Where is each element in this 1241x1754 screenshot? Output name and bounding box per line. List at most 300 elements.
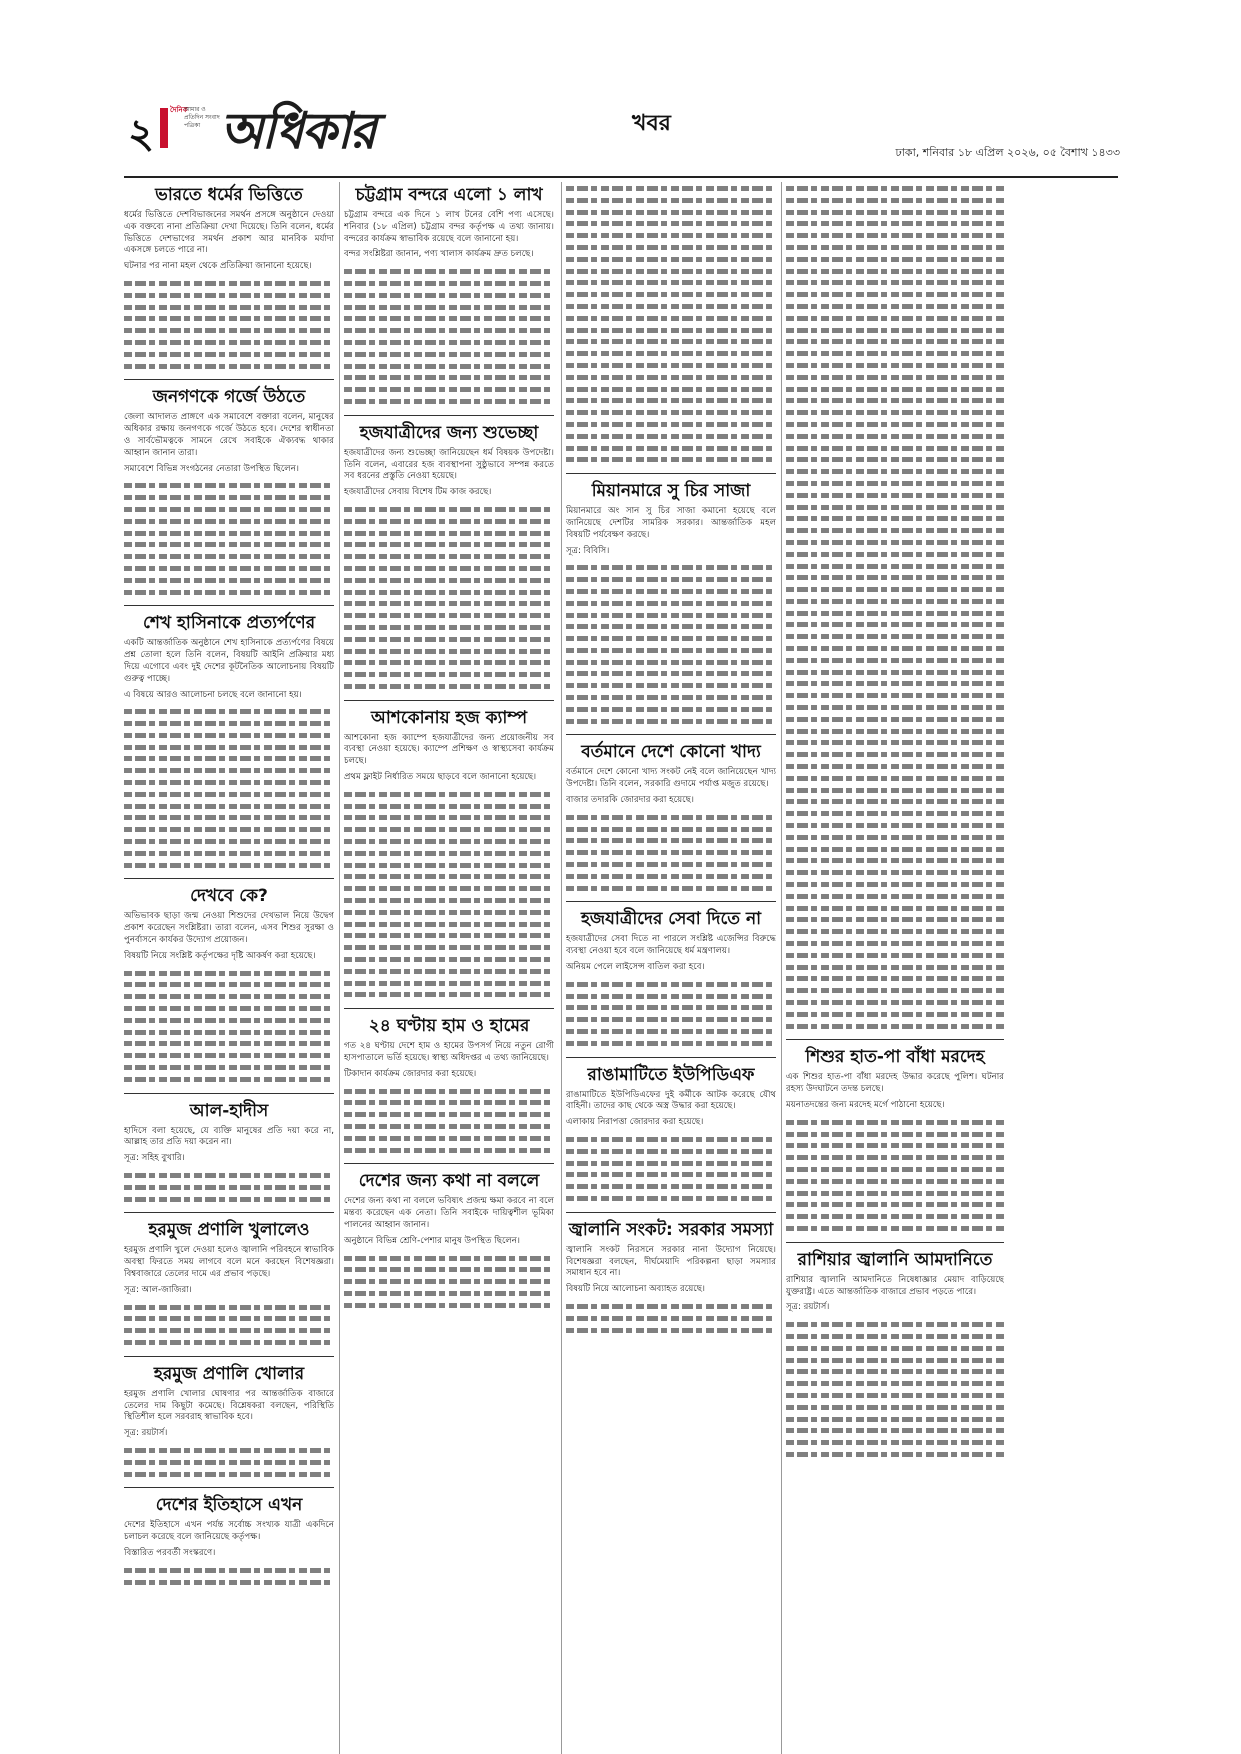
article-text-line — [786, 772, 1004, 784]
article-text-line — [566, 406, 776, 418]
article-text-line — [566, 217, 776, 229]
article-text-line — [124, 859, 334, 871]
article-text-line — [786, 347, 1004, 359]
article-more: হজযাত্রীদের সেবায় বিশেষ টিম কাজ করছে। — [344, 487, 492, 498]
article-text-line — [786, 843, 1004, 855]
article-text-line — [124, 1576, 334, 1588]
article-text-line — [566, 1300, 776, 1312]
article-text-line — [566, 383, 776, 395]
article-more: বিষয়টি নিয়ে সংশ্লিষ্ট কর্তৃপক্ষের দৃষ্টি আকর্ষণ করা হয়েছে। — [124, 950, 316, 961]
article-text-line — [124, 348, 334, 360]
article-text-line — [566, 182, 776, 194]
article-text-line — [344, 668, 554, 680]
article-text-line — [124, 491, 334, 503]
article-text-line — [124, 1049, 334, 1061]
article-more: সূত্র: রয়টার্স। — [124, 1428, 168, 1439]
masthead-accent-bar — [160, 108, 168, 148]
article-text-line — [786, 961, 1004, 973]
article-text-line — [344, 1252, 554, 1264]
article-text-line — [124, 1026, 334, 1038]
article-more: বন্দর সংশ্লিষ্টরা জানান, পণ্য খালাস কার্যক্রম দ্রুত চলছে। — [344, 249, 534, 260]
article — [344, 184, 554, 407]
article-lead: হরমুজ প্রণালি খোলার ঘোষণার পর আন্তর্জাতিক বাজারে তেলের দাম কিছুটা কমেছে। বিশ্লেষকরা বলছেন, পরিস্থিতি স্থিতিশীল হলে সরবরাহ স্বাভাবিক হবে। — [124, 1388, 334, 1423]
article-more: ময়নাতদন্তের জন্য মরদেহ মর্গে পাঠানো হয়েছে। — [786, 1099, 945, 1110]
article-text-line — [786, 442, 1004, 454]
article-headline: মিয়ানমারে সু চির সাজা — [591, 481, 751, 502]
article-text-line — [786, 560, 1004, 572]
article-text-line — [124, 847, 334, 859]
masthead — [124, 92, 1124, 172]
article-text-line — [344, 870, 554, 882]
article-text-line — [344, 538, 554, 550]
article-text-line — [566, 1157, 776, 1169]
article-text-line — [786, 1139, 1004, 1151]
article-text-line — [124, 990, 334, 1002]
article-headline: বর্তমানে দেশে কোনো খাদ্য — [581, 742, 761, 763]
article-text-line — [786, 1436, 1004, 1448]
article-lead: দেশের জন্য কথা না বললে ভবিষ্যৎ প্রজন্ম ক্ষমা করবে না বলে মন্তব্য করেছেন এক নেতা। তিনি সবাইকে দায়িত্বশীল ভূমিকা পালনের আহ্বান জানান। — [344, 1196, 554, 1230]
article-more: এলাকায় নিরাপত্তা জোরদার করা হয়েছে। — [566, 1117, 704, 1128]
article-text-line — [344, 289, 554, 301]
article — [124, 1487, 334, 1587]
article-text-line — [786, 241, 1004, 253]
article — [344, 700, 554, 1001]
article-text-line — [566, 1180, 776, 1192]
article-text-line — [124, 336, 334, 348]
article-text-line — [124, 811, 334, 823]
article — [124, 605, 334, 870]
article-text-line — [786, 1424, 1004, 1436]
article-text-line — [124, 527, 334, 539]
article-text-line — [124, 586, 334, 598]
article-text-line — [566, 644, 776, 656]
article-text-line — [786, 265, 1004, 277]
article-text-line — [786, 276, 1004, 288]
article-text-line — [786, 1377, 1004, 1389]
article-text-line — [786, 1198, 1004, 1210]
article — [344, 1008, 554, 1155]
article-text-line — [786, 300, 1004, 312]
article-text-line — [786, 288, 1004, 300]
article-text-line — [786, 607, 1004, 619]
article-text-line — [344, 360, 554, 372]
article-text-line — [786, 1318, 1004, 1330]
article-text-line — [344, 1263, 554, 1275]
article-lead: ধর্মের ভিত্তিতে দেশবিভাজনের সমর্থন প্রসঙ্গে অনুষ্ঠানে দেওয়া এক বক্তব্যে নানা প্রতিক্রিয়া দেখা দিয়েছে। তিনি বলেন, ধর্মের ভিত্তিতে দেশভাগের সমর্থন প্রকাশ আর মানবিক মর্যাদা একসঙ্গে চলতে পারে না। — [124, 210, 334, 256]
article-text-line — [344, 953, 554, 965]
article-text-line — [344, 859, 554, 871]
article-text-line — [566, 1133, 776, 1145]
article-text-line — [786, 618, 1004, 630]
article-text-line — [124, 562, 334, 574]
article-text-line — [344, 395, 554, 407]
masthead-rule — [124, 176, 1118, 178]
article-lead: হাদিসে বলা হয়েছে, যে ব্যক্তি মানুষের প্রতি দয়া করে না, আল্লাহ তার প্রতি দয়া করেন না। — [124, 1125, 334, 1148]
article-text-line — [344, 1120, 554, 1132]
article-text-line — [786, 642, 1004, 654]
article-text-line — [124, 717, 334, 729]
article-text-line — [566, 229, 776, 241]
article-text-line — [786, 630, 1004, 642]
article-text-line — [124, 1456, 334, 1468]
article-lead: জ্বালানি সংকট নিরসনে সরকার নানা উদ্যোগ নিয়েছে। বিশেষজ্ঞরা বলছেন, দীর্ঘমেয়াদি পরিকল্পনা ছাড়া সমস্যার সমাধান হবে না। — [566, 1244, 776, 1279]
article-text-line — [124, 479, 334, 491]
column-divider — [781, 182, 782, 1754]
article-text-line — [786, 1330, 1004, 1342]
article-text-line — [124, 1073, 334, 1085]
article-text-line — [566, 846, 776, 858]
article — [124, 1212, 334, 1347]
article-text-line — [344, 336, 554, 348]
article-text-line — [566, 632, 776, 644]
article-text-line — [786, 878, 1004, 890]
article-headline: দেশের জন্য কথা না বললে — [358, 1171, 540, 1192]
article-more: ঘটনার পর নানা মহল থেকে প্রতিক্রিয়া জানানো হয়েছে। — [124, 261, 312, 272]
article-text-line — [124, 800, 334, 812]
article-text-line — [566, 858, 776, 870]
article-text-line — [566, 265, 776, 277]
article-more: প্রথম ফ্লাইট নির্ধারিত সময়ে ছাড়বে বলে জানানো হয়েছে। — [344, 772, 537, 783]
article-headline: আল-হাদীস — [189, 1100, 269, 1121]
article-text-line — [566, 1324, 776, 1336]
article-text-line — [786, 217, 1004, 229]
article-text-line — [786, 477, 1004, 489]
newspaper-logo: অধিকার — [220, 101, 375, 160]
article-text-line — [344, 312, 554, 324]
article-text-line — [786, 677, 1004, 689]
article-text-line — [566, 1168, 776, 1180]
article-text-line — [786, 760, 1004, 772]
article-lead: হজযাত্রীদের জন্য শুভেচ্ছা জানিয়েছেন ধর্ম বিষয়ক উপদেষ্টা। তিনি বলেন, এবারের হজ ব্যবস্থাপনা সুষ্ঠুভাবে সম্পন্ন করতে সব ধরনের প্রস্তুতি নেওয়া হয়েছে। — [344, 447, 554, 482]
article-text-line — [344, 265, 554, 277]
article-lead: আশকোনা হজ ক্যাম্পে হজযাত্রীদের জন্য প্রয়োজনীয় সব ব্যবস্থা নেওয়া হয়েছে। ক্যাম্পে প্রশিক্ষণ ও স্বাস্থ্যসেবা কার্যক্রম চলছে। — [344, 732, 554, 767]
article-text-line — [786, 913, 1004, 925]
article-text-line — [786, 489, 1004, 501]
article-text-line — [786, 890, 1004, 902]
article-more: অনুষ্ঠানে বিভিন্ন শ্রেণি-পেশার মানুষ উপস্থিত ছিলেন। — [344, 1235, 521, 1246]
article-text-line — [124, 574, 334, 586]
article-lead: মিয়ানমারে অং সান সু চির সাজা কমানো হয়েছে বলে জানিয়েছে দেশটির সামরিক সরকার। আন্তর্জাতিক মহল বিষয়টি পর্যবেক্ষণ করছে। — [566, 506, 776, 540]
article-text-line — [566, 691, 776, 703]
article-text-line — [786, 748, 1004, 760]
article-lead: বর্তমানে দেশে কোনো খাদ্য সংকট নেই বলে জানিয়েছেন খাদ্য উপদেষ্টা। তিনি বলেন, সরকারি গুদামে পর্যাপ্ত মজুত রয়েছে। — [566, 767, 776, 790]
column-1 — [124, 182, 334, 1754]
article-text-line — [566, 1037, 776, 1049]
article-text-line — [344, 1096, 554, 1108]
article — [344, 415, 554, 692]
article — [124, 878, 334, 1084]
article-text-line — [566, 418, 776, 430]
article-text-line — [124, 1181, 334, 1193]
article-more: সূত্র: রয়টার্স। — [786, 1302, 830, 1313]
article-text-line — [344, 800, 554, 812]
article-text-line — [124, 289, 334, 301]
article-text-line — [124, 764, 334, 776]
article-text-line — [124, 967, 334, 979]
article-text-line — [786, 984, 1004, 996]
article-text-line — [124, 978, 334, 990]
article-text-line — [344, 1299, 554, 1311]
article-text-line — [786, 253, 1004, 265]
article-headline: শিশুর হাত-পা বাঁধা মরদেহ — [805, 1047, 985, 1068]
article-text-line — [786, 1020, 1004, 1032]
article-text-line — [124, 1002, 334, 1014]
article-text-line — [786, 949, 1004, 961]
article-text-line — [566, 1025, 776, 1037]
article — [566, 473, 776, 726]
article-text-line — [344, 788, 554, 800]
article-text-line — [344, 645, 554, 657]
article-text-line — [786, 1448, 1004, 1460]
article — [124, 1356, 334, 1480]
article-text-line — [786, 1008, 1004, 1020]
article — [786, 1039, 1004, 1233]
article-text-line — [344, 1132, 554, 1144]
article-text-line — [786, 1128, 1004, 1140]
article-text-line — [124, 503, 334, 515]
article-text-line — [124, 1037, 334, 1049]
article-text-line — [344, 823, 554, 835]
article-text-line — [566, 870, 776, 882]
article-text-line — [786, 784, 1004, 796]
article-more: অনিয়ম পেলে লাইসেন্স বাতিল করা হবে। — [566, 962, 705, 973]
column-divider — [339, 182, 340, 1754]
article-text-line — [124, 776, 334, 788]
article-text-line — [124, 788, 334, 800]
article-text-line — [344, 918, 554, 930]
article-text-line — [566, 442, 776, 454]
article-text-line — [566, 371, 776, 383]
article-text-line — [786, 1210, 1004, 1222]
article-text-line — [786, 866, 1004, 878]
article-text-line — [344, 680, 554, 692]
article-text-line — [124, 550, 334, 562]
article-headline: ২৪ ঘণ্টায় হাম ও হামের — [368, 1016, 530, 1037]
article-text-line — [124, 1444, 334, 1456]
article-lead: জেলা আদালত প্রাঙ্গণে এক সমাবেশে বক্তারা বলেন, মানুষের অধিকার রক্ষায় জনগণকে গর্জে উঠতে হবে। দেশের স্বাধীনতা ও সার্বভৌমত্বকে সামনে রেখে সবাইকে ঐক্যবদ্ধ থাকার আহ্বান জানান তারা। — [124, 412, 334, 458]
column-2 — [344, 182, 554, 1754]
article-text-line — [786, 713, 1004, 725]
article-text-line — [566, 206, 776, 218]
article-text-line — [566, 597, 776, 609]
article-text-line — [566, 609, 776, 621]
article — [786, 1242, 1004, 1460]
article-lead: অভিভাবক ছাড়া জন্ম নেওয়া শিশুদের দেখভাল নিয়ে উদ্বেগ প্রকাশ করেছেন সংশ্লিষ্টরা। তারা বলেন, এসব শিশুর সুরক্ষা ও পুনর্বাসনে কার্যকর উদ্যোগ প্রয়োজন। — [124, 911, 334, 946]
article-text-line — [566, 324, 776, 336]
article-more: এ বিষয়ে আরও আলোচনা চলছে বলে জানানো হয়। — [124, 689, 302, 700]
article-text-line — [344, 1275, 554, 1287]
article-text-line — [566, 276, 776, 288]
article-text-line — [786, 512, 1004, 524]
article — [566, 901, 776, 1048]
article-more: বিস্তারিত পরবর্তী সংস্করণে। — [124, 1547, 216, 1558]
article-text-line — [344, 835, 554, 847]
article-text-line — [786, 1342, 1004, 1354]
article-text-line — [566, 1013, 776, 1025]
article-text-line — [344, 621, 554, 633]
column-3 — [566, 182, 776, 1754]
article-text-line — [786, 335, 1004, 347]
article-text-line — [124, 1312, 334, 1324]
article — [344, 1163, 554, 1310]
article-text-line — [124, 301, 334, 313]
article-text-line — [786, 182, 1004, 194]
article-text-line — [786, 831, 1004, 843]
article-text-line — [124, 1169, 334, 1181]
article-text-line — [566, 1192, 776, 1204]
article-text-line — [566, 359, 776, 371]
article-text-line — [786, 194, 1004, 206]
article-headline: চট্টগ্রাম বন্দরে এলো ১ লাখ — [355, 185, 543, 205]
article-text-line — [124, 729, 334, 741]
article-text-line — [786, 406, 1004, 418]
article-text-line — [566, 811, 776, 823]
article-text-line — [344, 965, 554, 977]
article-lead: রাশিয়ার জ্বালানি আমদানিতে নিষেধাজ্ঞার মেয়াদ বাড়িয়েছে যুক্তরাষ্ট্র। এতে আন্তর্জাতিক বাজারে প্রভাব পড়তে পারে। — [786, 1274, 1004, 1297]
article-text-line — [566, 834, 776, 846]
article-text-line — [566, 656, 776, 668]
article-text-line — [344, 894, 554, 906]
article-text-line — [786, 1365, 1004, 1377]
article-text-line — [344, 597, 554, 609]
article-headline: দেখবে কে? — [190, 886, 268, 907]
article-text-line — [344, 941, 554, 953]
article-lead: চট্টগ্রাম বন্দরে এক দিনে ১ লাখ টনের বেশি পণ্য এসেছে। শনিবার (১৮ এপ্রিল) চট্টগ্রাম বন্দর কর্তৃপক্ষ এ তথ্য জানায়। বন্দরের কার্যক্রম স্বাভাবিক রয়েছে বলে জানানো হয়। — [344, 210, 554, 244]
article-text-line — [566, 715, 776, 727]
section-title: খবর — [632, 111, 671, 136]
article-text-line — [786, 1354, 1004, 1366]
article-headline: হরমুজ প্রণালি খুলালেও — [148, 1220, 310, 1241]
article — [566, 1057, 776, 1204]
article-text-line — [344, 503, 554, 515]
article-text-line — [344, 383, 554, 395]
article-headline: শেখ হাসিনাকে প্রত্যর্পণের — [142, 613, 316, 634]
article-headline: জ্বালানি সংকট: সরকার সমস্যা — [568, 1219, 774, 1240]
article-text-line — [566, 288, 776, 300]
article-text-line — [786, 501, 1004, 513]
article — [786, 182, 1004, 1031]
article-text-line — [786, 324, 1004, 336]
article-text-line — [344, 988, 554, 1000]
article-text-line — [566, 394, 776, 406]
article-text-line — [344, 906, 554, 918]
article-headline: আশকোনায় হজ ক্যাম্প — [370, 707, 528, 728]
article-headline: জনগণকে গর্জে উঠতে — [152, 387, 306, 408]
article — [124, 379, 334, 597]
article-text-line — [566, 667, 776, 679]
article-text-line — [566, 1001, 776, 1013]
article-text-line — [566, 300, 776, 312]
article-text-line — [124, 515, 334, 527]
article-text-line — [344, 562, 554, 574]
article-text-line — [124, 1193, 334, 1205]
article-more: সমাবেশে বিভিন্ন সংগঠনের নেতারা উপস্থিত ছিলেন। — [124, 463, 299, 474]
article-text-line — [786, 1151, 1004, 1163]
article-text-line — [344, 348, 554, 360]
article-more: টিকাদান কার্যক্রম জোরদার করা হয়েছে। — [344, 1068, 477, 1079]
article-lead: গত ২৪ ঘণ্টায় দেশে হাম ও হামের উপসর্গ নিয়ে নতুন রোগী হাসপাতালে ভর্তি হয়েছে। স্বাস্থ্য অধিদপ্তর এ তথ্য জানিয়েছে। — [344, 1041, 554, 1064]
article-headline: ভারতে ধর্মের ভিত্তিতে — [155, 185, 303, 205]
dateline: ঢাকা, শনিবার ১৮ এপ্রিল ২০২৬, ০৫ বৈশাখ ১৪৩৩ — [895, 146, 1120, 159]
article-more: বাজার তদারকি জোরদার করা হয়েছে। — [566, 795, 694, 806]
article-text-line — [566, 561, 776, 573]
tagline: আমার ও প্রতিদিন সংবাদ পত্রিকা — [184, 106, 220, 129]
article-text-line — [786, 807, 1004, 819]
article-more: সূত্র: বিবিসি। — [566, 545, 610, 556]
article-text-line — [124, 705, 334, 717]
article-text-line — [124, 538, 334, 550]
article-text-line — [344, 301, 554, 313]
article-text-line — [566, 194, 776, 206]
article-text-line — [344, 574, 554, 586]
article-text-line — [786, 1116, 1004, 1128]
article-text-line — [344, 609, 554, 621]
article — [124, 184, 334, 371]
article-lead: এক শিশুর হাত-পা বাঁধা মরদেহ উদ্ধার করেছে পুলিশ। ঘটনার রহস্য উদঘাটনে তদন্ত চলছে। — [786, 1072, 1004, 1095]
article-text-line — [786, 689, 1004, 701]
article-text-line — [344, 882, 554, 894]
article-text-line — [566, 882, 776, 894]
article-text-line — [344, 656, 554, 668]
article-text-line — [124, 823, 334, 835]
article-text-line — [344, 847, 554, 859]
article-text-line — [566, 253, 776, 265]
article-text-line — [566, 335, 776, 347]
article-text-line — [786, 536, 1004, 548]
article-text-line — [124, 1468, 334, 1480]
article-text-line — [566, 573, 776, 585]
article-text-line — [344, 929, 554, 941]
article-text-line — [124, 1564, 334, 1576]
article-text-line — [786, 1389, 1004, 1401]
article-headline: হজযাত্রীদের সেবা দিতে না — [580, 909, 762, 930]
article-text-line — [124, 1061, 334, 1073]
article-text-line — [344, 977, 554, 989]
article-lead: একটি আন্তর্জাতিক অনুষ্ঠানে শেখ হাসিনাকে প্রত্যর্পণের বিষয়ে প্রশ্ন তোলা হলে তিনি বলেন, বিষয়টি আইনি প্রক্রিয়ার মধ্য দিয়ে এগোবে এবং দুই দেশের কূটনৈতিক আলোচনায় বিষয়টি গুরুত্ব পাচ্ছে। — [124, 638, 334, 684]
daily-mark: দৈনিক — [170, 106, 188, 114]
article-text-line — [344, 586, 554, 598]
article-text-line — [786, 902, 1004, 914]
article-text-line — [786, 571, 1004, 583]
article-text-line — [344, 277, 554, 289]
article — [566, 734, 776, 893]
article-lead: রাঙামাটিতে ইউপিডিএফের দুই কর্মীকে আটক করেছে যৌথ বাহিনী। তাদের কাছ থেকে অস্ত্র উদ্ধার করা হয়েছে। — [566, 1089, 776, 1112]
article-text-line — [786, 453, 1004, 465]
article-text-line — [786, 996, 1004, 1008]
article-text-line — [344, 633, 554, 645]
article-text-line — [344, 1085, 554, 1097]
article-lead: দেশের ইতিহাসে এখন পর্যন্ত সর্বোচ্চ সংখ্যক যাত্রী একদিনে চলাচল করেছে বলে জানিয়েছে কর্তৃপক্ষ। — [124, 1520, 334, 1543]
article — [566, 182, 776, 465]
article-text-line — [786, 1413, 1004, 1425]
article-text-line — [786, 925, 1004, 937]
article-text-line — [124, 312, 334, 324]
article-lead: হরমুজ প্রণালি খুলে দেওয়া হলেও জ্বালানি পরিবহনে স্বাভাবিক অবস্থা ফিরতে সময় লাগবে বলে মনে করছেন বিশেষজ্ঞরা। বিশ্ববাজারে তেলের দামে এর প্রভাব পড়ছে। — [124, 1245, 334, 1279]
article-text-line — [786, 430, 1004, 442]
article-columns — [124, 182, 1118, 1754]
page-number: ২ — [128, 111, 155, 157]
article-text-line — [344, 371, 554, 383]
article-text-line — [786, 1401, 1004, 1413]
article-more: সূত্র: সহিহ বুখারি। — [124, 1153, 185, 1164]
article-text-line — [124, 360, 334, 372]
article-text-line — [566, 241, 776, 253]
article-text-line — [786, 312, 1004, 324]
article-text-line — [566, 1312, 776, 1324]
article-text-line — [786, 937, 1004, 949]
article-text-line — [786, 548, 1004, 560]
column-4 — [786, 182, 1004, 1754]
